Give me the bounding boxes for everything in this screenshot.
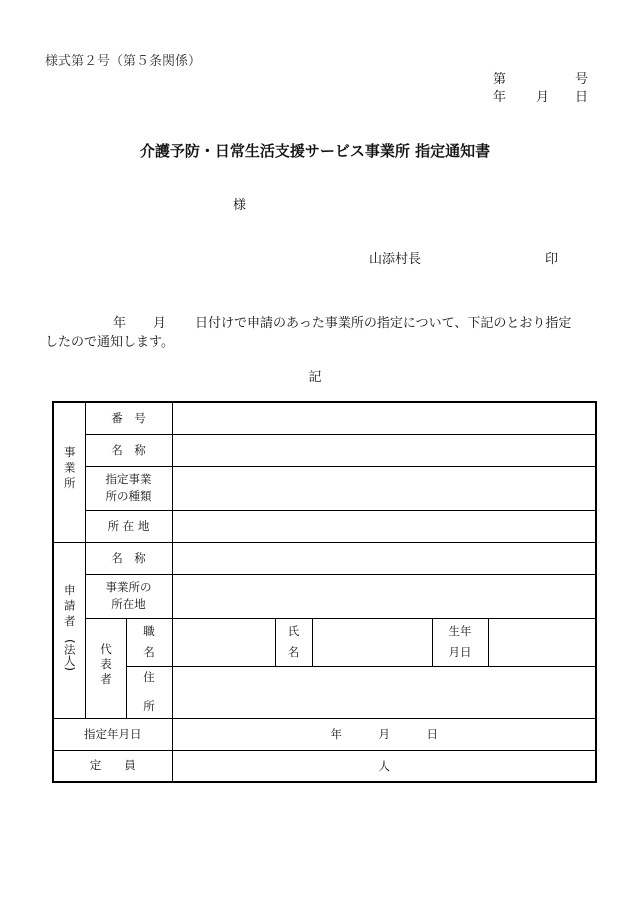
shitei-nengappi-label: 指定年月日 — [53, 718, 172, 750]
issuer-name: 山添村長 — [369, 252, 422, 267]
shimei-value[interactable] — [312, 618, 432, 666]
doc-number-go: 号 — [575, 72, 589, 87]
date-month: 月 — [378, 726, 390, 741]
jusho-label-2: 所 — [143, 699, 155, 713]
meisho-value[interactable] — [172, 434, 596, 466]
shitei-shurui-value[interactable] — [172, 466, 596, 510]
jigyosho-shozaichi-label-2: 所在地 — [111, 597, 146, 611]
bango-value[interactable] — [172, 402, 596, 434]
body-line-2 — [45, 333, 595, 352]
seinengappi-label-1: 生年 — [448, 624, 472, 638]
shinsei-meisho-value[interactable] — [172, 542, 596, 574]
jigyosho-shozaichi-label — [85, 574, 172, 618]
shitei-shurui-label-2: 所の種類 — [105, 489, 152, 503]
form-number: 様式第２号（第５条関係） — [45, 54, 202, 69]
seinengappi-label — [432, 618, 488, 666]
meisho-label: 名 称 — [85, 434, 172, 466]
body-line-2-text: したので通知します。 — [45, 335, 174, 350]
shimei-label — [275, 618, 312, 666]
shimei-label-2: 名 — [287, 645, 300, 659]
shitei-nengappi-value[interactable] — [172, 718, 596, 750]
jigyosho-label: 事業所 — [62, 446, 77, 494]
daihyosha-label: 代表者 — [99, 643, 113, 688]
date-day: 日 — [426, 726, 438, 741]
shinsei-meisho-label: 名 称 — [85, 542, 172, 574]
doc-date-year: 年 — [493, 90, 507, 105]
daihyosha-label-cell — [85, 618, 126, 718]
shokumei-label-1: 職 — [143, 624, 155, 638]
shinseisha-label-cell — [53, 542, 85, 718]
teiin-unit: 人 — [378, 758, 390, 773]
bango-label: 番 号 — [85, 402, 172, 434]
body-text — [45, 314, 595, 352]
date-year: 年 — [330, 726, 342, 741]
doc-date-month: 月 — [536, 90, 550, 105]
doc-date-day: 日 — [575, 90, 589, 105]
jusho-value[interactable] — [172, 666, 596, 718]
body-line-1 — [45, 314, 595, 333]
shozaichi-label: 所 在 地 — [85, 510, 172, 542]
designation-table — [52, 401, 597, 783]
seinengappi-value[interactable] — [488, 618, 596, 666]
doc-number-dai: 第 — [493, 72, 507, 87]
body-year: 年 — [113, 316, 127, 331]
jusho-label — [126, 666, 172, 718]
shimei-label-1: 氏 — [287, 624, 300, 638]
seal-mark: 印 — [545, 252, 559, 267]
shokumei-label — [126, 618, 172, 666]
jigyosho-shozaichi-label-1: 事業所の — [105, 580, 152, 594]
jusho-label-1: 住 — [143, 670, 155, 684]
ki-heading: 記 — [308, 370, 322, 385]
jigyosho-label-cell — [53, 402, 85, 542]
shinseisha-label-1: 申請者 — [62, 583, 77, 631]
shokumei-label-2: 名 — [143, 645, 155, 659]
shitei-shurui-label — [85, 466, 172, 510]
jigyosho-shozaichi-value[interactable] — [172, 574, 596, 618]
shitei-shurui-label-1: 指定事業 — [105, 472, 152, 486]
addressee-suffix: 様 — [233, 198, 247, 213]
seinengappi-label-2: 月日 — [448, 645, 472, 659]
document-title: 介護予防・日常生活支援サービス事業所 指定通知書 — [139, 142, 491, 160]
body-rest: 日付けで申請のあった事業所の指定について、下記のとおり指定 — [195, 316, 572, 331]
shokumei-value[interactable] — [172, 618, 275, 666]
teiin-label: 定 員 — [53, 750, 172, 782]
teiin-value[interactable] — [172, 750, 596, 782]
shinseisha-label-2: (法人) — [62, 639, 77, 672]
body-month: 月 — [153, 316, 167, 331]
shozaichi-value[interactable] — [172, 510, 596, 542]
